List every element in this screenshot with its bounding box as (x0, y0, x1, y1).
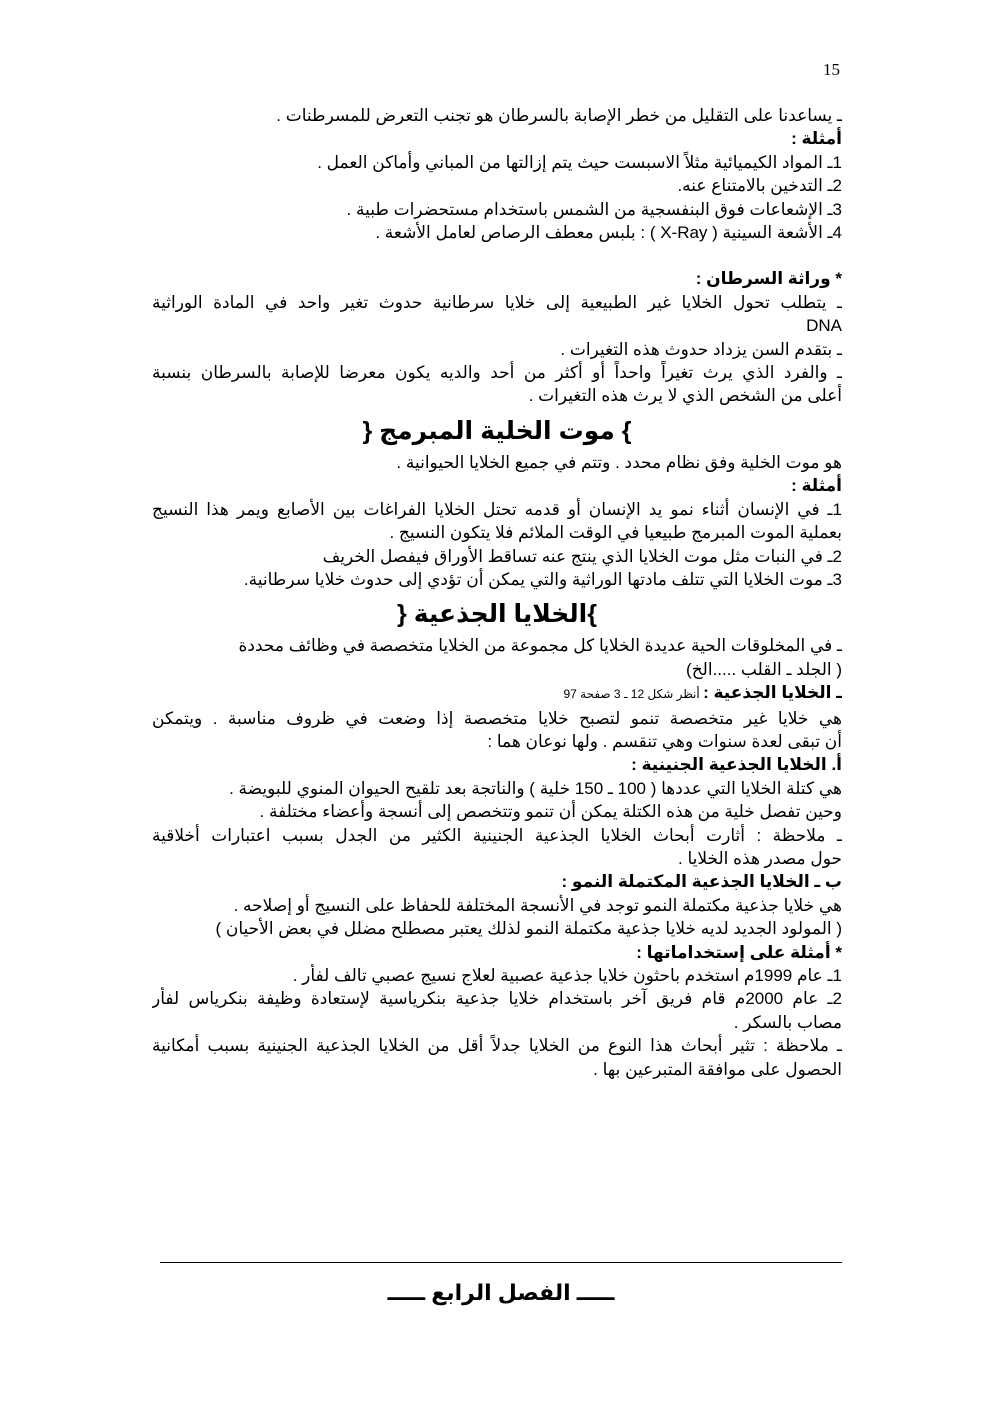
text-line (152, 1034, 842, 1057)
line-text: أمثلة : (791, 476, 842, 496)
line-text: هو موت الخلية وفق نظام محدد . وتتم في جميع الخلايا الحيوانية . (396, 452, 842, 472)
text-line (152, 987, 842, 1010)
paragraph-gap (152, 244, 842, 267)
text-line (152, 568, 842, 591)
text-line (152, 498, 842, 521)
text-line (152, 964, 842, 987)
text-line (152, 658, 842, 681)
horizontal-divider (160, 1262, 842, 1263)
line-text: أن تبقى لعدة سنوات وهي تنقسم . ولها نوعان هما : (487, 731, 842, 751)
line-text: أ. الخلايا الجذعية الجنينية : (631, 755, 842, 775)
line-text: 2ـ عام 2000م قام فريق آخر باستخدام خلايا جذعية بنكرياسية لإستعادة وظيفة بنكرياس لفأر (152, 989, 842, 1009)
line-text: الحصول على موافقة المتبرعين بها . (593, 1059, 842, 1079)
text-line (152, 174, 842, 197)
chapter-title: ـــــ الفصل الرابع ـــــ (387, 1280, 615, 1305)
text-line (152, 1058, 842, 1081)
line-text: ـ الخلايا الجذعية : (703, 683, 842, 703)
text-line (152, 521, 842, 544)
text-line (152, 151, 842, 174)
figure-reference-note: أنظر شكل 12 ـ 3 صفحة 97 (563, 687, 704, 702)
line-text: 3ـ الإشعاعات فوق البنفسجية من الشمس باستخدام مستحضرات طبية . (346, 199, 842, 219)
page-number: 15 (823, 60, 840, 79)
subheading-line (152, 753, 842, 776)
line-text: هي خلايا غير متخصصة تنمو لتصبح خلايا متخصصة إذا وضعت في ظروف مناسبة . ويتمكن (152, 708, 842, 728)
line-text: هي كتلة الخلايا التي عددها ( 100 ـ 150 خلية ) والناتجة بعد تلقيح الحيوان المنوي للبويضة . (229, 778, 842, 798)
line-text: 2ـ في النبات مثل موت الخلايا الذي ينتج عنه تساقط الأوراق فيفصل الخريف (322, 546, 842, 566)
line-text: ـ يتطلب تحول الخلايا غير الطبيعية إلى خلايا سرطانية حدوث تغير واحد في المادة الوراثية (152, 292, 842, 312)
line-text: 4ـ الأشعة السينية ( X-Ray ) : بلبس معطف الرصاص لعامل الأشعة . (375, 223, 842, 243)
line-text: 1ـ عام 1999م استخدم باحثون خلايا جذعية عصبية لعلاج نسيج عصبي تالف لفأر . (292, 966, 842, 985)
line-text: 1ـ في الإنسان أثناء نمو يد الإنسان أو قدمه تحتل الخلايا الفراغات بين الأصابع ويمر هذا النسيج (152, 499, 842, 519)
section-heading: }الخلايا الجذعية { (397, 600, 597, 629)
text-line (152, 291, 842, 314)
text-line (152, 824, 842, 847)
text-line (152, 847, 842, 870)
text-line (152, 384, 842, 407)
text-line (152, 634, 842, 657)
line-text: بعملية الموت المبرمج طبيعيا في الوقت الملائم فلا يتكون النسيج . (389, 523, 842, 543)
line-text: ـ يساعدنا على التقليل من خطر الإصابة بالسرطان هو تجنب التعرض للمسرطنات . (276, 106, 842, 125)
subheading-line (152, 941, 842, 964)
line-text: ب ـ الخلايا الجذعية المكتملة النمو : (561, 872, 842, 892)
line-text: هي خلايا جذعية مكتملة النمو توجد في الأنسجة المختلفة للحفاظ على النسيج أو إصلاحه . (233, 895, 842, 915)
text-line (152, 104, 842, 127)
text-line (152, 198, 842, 221)
line-text: ـ في المخلوقات الحية عديدة الخلايا كل مجموعة من الخلايا متخصصة في وظائف محددة (238, 636, 842, 656)
text-line (152, 917, 842, 940)
subheading-line (152, 870, 842, 893)
page-body (152, 104, 842, 1081)
line-text: DNA (806, 316, 842, 336)
line-text: مصاب بالسكر . (733, 1012, 842, 1032)
text-line (152, 800, 842, 823)
line-text: * وراثة السرطان : (695, 269, 842, 289)
text-line (152, 1011, 842, 1034)
line-text: * أمثلة على إستخداماتها : (636, 942, 842, 962)
text-line (152, 545, 842, 568)
text-line (152, 777, 842, 800)
line-text: وحين تفصل خلية من هذه الكتلة يمكن أن تنمو وتتخصص إلى أنسجة وأعضاء مختلفة . (259, 802, 842, 822)
line-text: ( الجلد ـ القلب .....الخ) (686, 659, 842, 679)
text-line (152, 894, 842, 917)
section-heading: } موت الخلية المبرمج { (362, 416, 632, 445)
line-text: أمثلة : (791, 129, 842, 149)
subheading-line (152, 127, 842, 150)
subheading-line (152, 681, 842, 706)
text-line (152, 221, 842, 244)
line-text: ـ بتقدم السن يزداد حدوث هذه التغيرات . (560, 339, 842, 359)
line-text: 1ـ المواد الكيميائية مثلاً الاسبست حيث يتم إزالتها من المباني وأماكن العمل . (317, 152, 842, 172)
line-text: ـ والفرد الذي يرث تغيراً واحداً أو أكثر من أحد والديه يكون معرضا للإصابة بالسرطان بنسبة (152, 363, 842, 383)
text-line (152, 314, 842, 337)
line-text: حول مصدر هذه الخلايا . (678, 848, 842, 868)
text-line (152, 707, 842, 730)
line-text: 2ـ التدخين بالامتناع عنه. (677, 176, 842, 196)
text-line (152, 451, 842, 474)
line-text: ـ ملاحظة : أثارت أبحاث الخلايا الجذعية الجنينية الكثير من الجدل بسبب اعتبارات أخلاقية (152, 825, 842, 845)
text-line (152, 730, 842, 753)
line-text: ( المولود الجديد لديه خلايا جذعية مكتملة النمو لذلك يعتبر مصطلح مضلل في بعض الأحيان ) (215, 919, 842, 939)
line-text: 3ـ موت الخلايا التي تتلف مادتها الوراثية والتي يمكن أن تؤدي إلى حدوث خلايا سرطانية. (243, 569, 842, 589)
subheading-line (152, 267, 842, 290)
text-line (152, 361, 842, 384)
subheading-line (152, 474, 842, 497)
line-text: ـ ملاحظة : تثير أبحاث هذا النوع من الخلايا جدلاً أقل من الخلايا الجذعية الجنينية بسبب أمكانية (152, 1036, 842, 1056)
text-line (152, 338, 842, 361)
line-text: أعلى من الشخص الذي لا يرث هذه التغيرات . (528, 386, 842, 406)
